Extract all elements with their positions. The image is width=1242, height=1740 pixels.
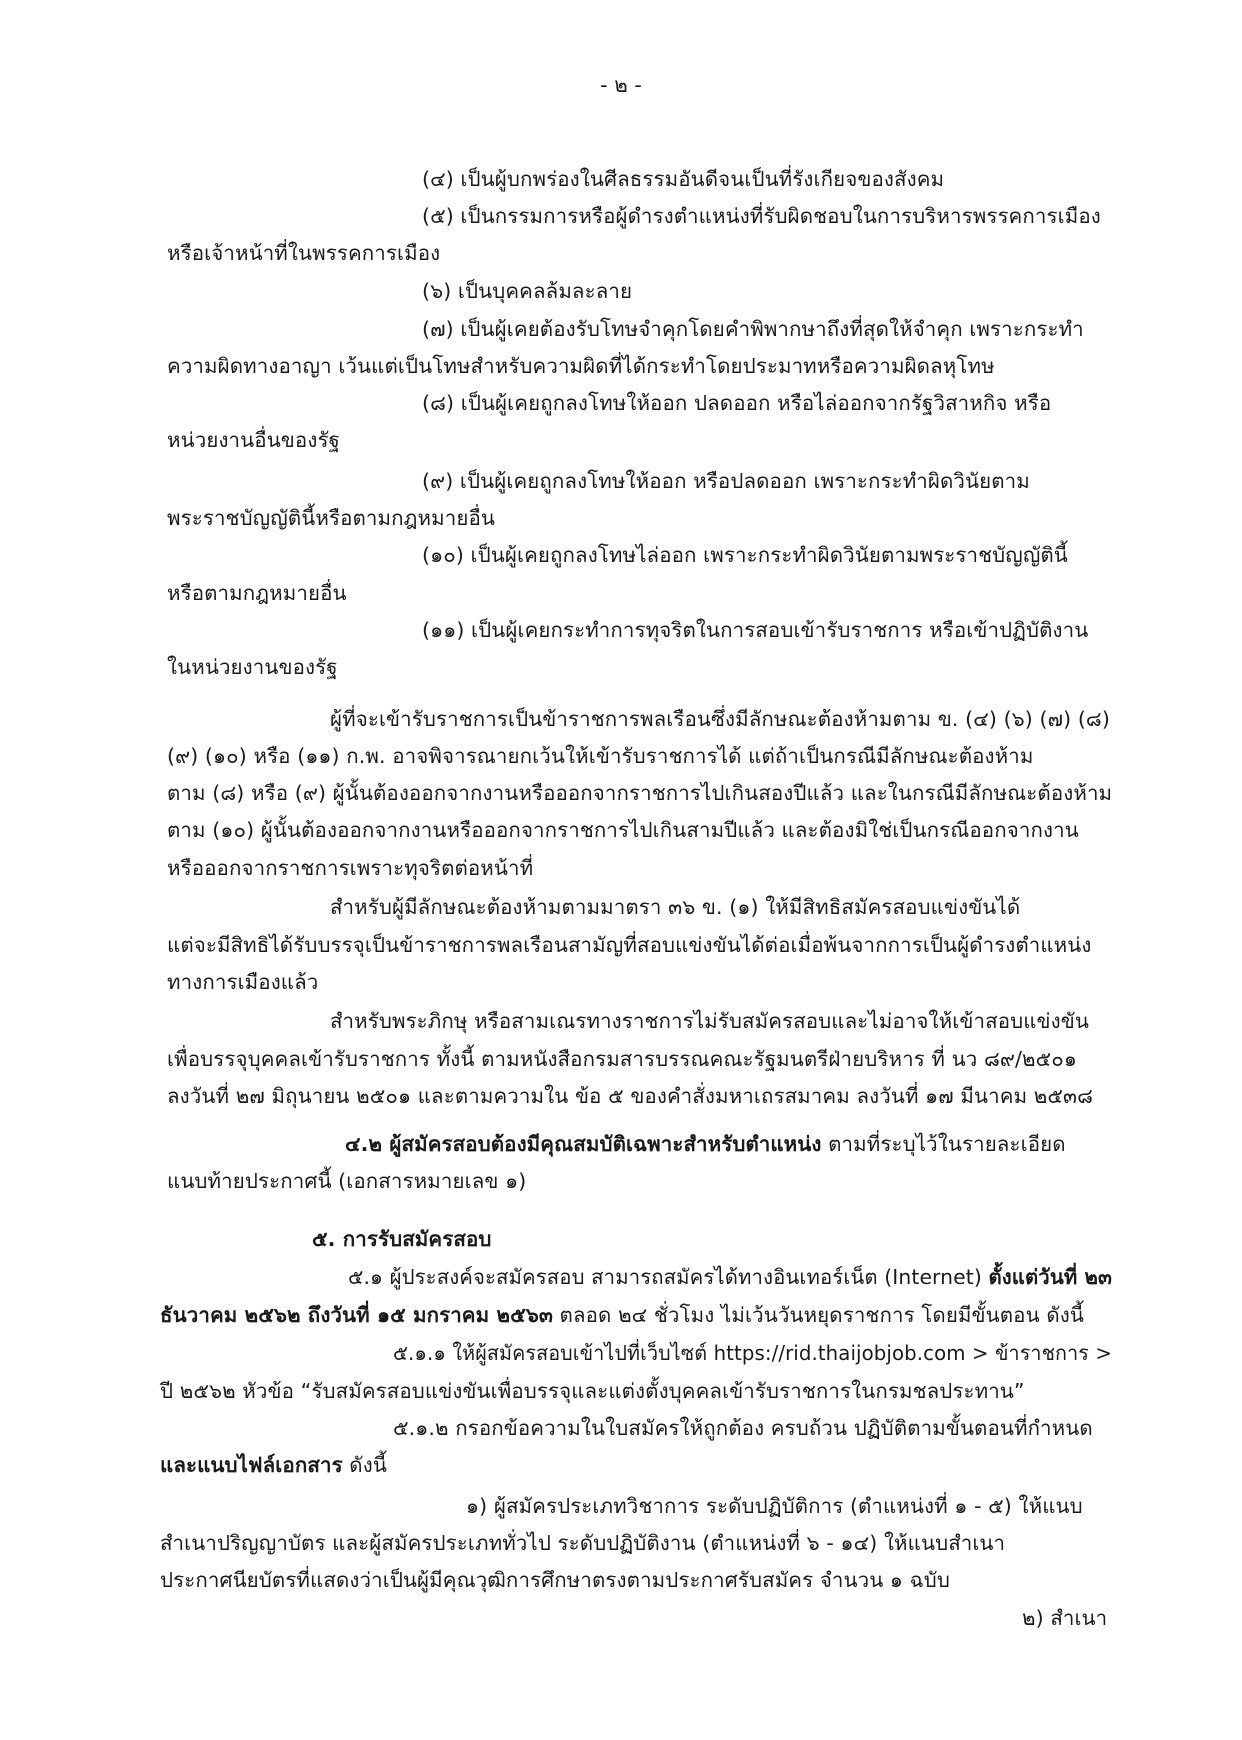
- section-5-1-1-l1: ๕.๑.๑ ให้ผู้สมัครสอบเข้าไปที่เว็บไซต์ https://rid.thaijobjob.com > ข้าราชการ >: [393, 1341, 1112, 1365]
- para-exemption-l3: ตาม (๘) หรือ (๙) ผู้นั้นต้องออกจากงานหรือออกจากราชการไปเกินสองปีแล้ว และในกรณีมีลักษณะต้องห้าม: [167, 781, 1113, 805]
- section-5-1-text: ๕.๑ ผู้ประสงค์จะสมัครสอบ สามารถสมัครได้ทางอินเทอร์เน็ต (Internet): [348, 1265, 989, 1289]
- item-1-l3: ประกาศนียบัตรที่แสดงว่าเป็นผู้มีคุณวุฒิการศึกษาตรงตามประกาศรับสมัคร จำนวน ๑ ฉบับ: [160, 1568, 950, 1592]
- page-number: - ๒ -: [600, 73, 642, 97]
- item-8: (๘) เป็นผู้เคยถูกลงโทษให้ออก ปลดออก หรือไล่ออกจากรัฐวิสาหกิจ หรือ: [422, 391, 1052, 415]
- item-5: (๕) เป็นกรรมการหรือผู้ดำรงตำแหน่งที่รับผิดชอบในการบริหารพรรคการเมือง: [422, 204, 1101, 228]
- para-exemption-l2: (๙) (๑๐) หรือ (๑๑) ก.พ. อาจพิจารณายกเว้นให้เข้ารับราชการได้ แต่ถ้าเป็นกรณีมีลักษณะต้องห้าม: [167, 744, 1034, 768]
- item-7-cont: ความผิดทางอาญา เว้นแต่เป็นโทษสำหรับความผิดที่ได้กระทำโดยประมาทหรือความผิดลหุโทษ: [167, 354, 995, 378]
- section-4-2-bold: ๔.๒ ผู้สมัครสอบต้องมีคุณสมบัติเฉพาะสำหรับตำแหน่ง: [345, 1132, 822, 1156]
- section-4-2-rest: ตามที่ระบุไว้ในรายละเอียด: [821, 1132, 1066, 1156]
- item-1-l2: สำเนาปริญญาบัตร และผู้สมัครประเภททั่วไป ระดับปฏิบัติงาน (ตำแหน่งที่ ๖ - ๑๔) ให้แนบสำเนา: [160, 1531, 1006, 1555]
- section-5-1-2-l2: [160, 1450, 387, 1480]
- para-political-l2: แต่จะมีสิทธิได้รับบรรจุเป็นข้าราชการพลเรือนสามัญที่สอบแข่งขันได้ต่อเมื่อพ้นจากการเป็นผู้ดำรงตำแหน่ง: [167, 933, 1092, 957]
- item-9-cont: พระราชบัญญัตินี้หรือตามกฎหมายอื่น: [167, 506, 495, 530]
- section-5-1-rest: ตลอด ๒๔ ชั่วโมง ไม่เว้นวันหยุดราชการ โดยมีขั้นตอน ดังนี้: [552, 1303, 1084, 1327]
- item-11: (๑๑) เป็นผู้เคยกระทำการทุจริตในการสอบเข้ารับราชการ หรือเข้าปฏิบัติงาน: [422, 618, 1089, 642]
- para-monk-l1: สำหรับพระภิกษุ หรือสามเณรทางราชการไม่รับสมัครสอบและไม่อาจให้เข้าสอบแข่งขัน: [330, 1009, 1089, 1033]
- item-10-cont: หรือตามกฎหมายอื่น: [167, 581, 347, 605]
- item-1-l1: ๑) ผู้สมัครประเภทวิชาการ ระดับปฏิบัติการ (ตำแหน่งที่ ๑ - ๕) ให้แนบ: [466, 1494, 1083, 1518]
- section-4-2-l2: แนบท้ายประกาศนี้ (เอกสารหมายเลข ๑): [167, 1169, 527, 1193]
- item-7: (๗) เป็นผู้เคยต้องรับโทษจำคุกโดยคำพิพากษาถึงที่สุดให้จำคุก เพราะกระทำ: [422, 317, 1084, 341]
- section-5-1-l1: [348, 1262, 1112, 1292]
- para-exemption-l4: ตาม (๑๐) ผู้นั้นต้องออกจากงานหรือออกจากราชการไปเกินสามปีแล้ว และต้องมิใช่เป็นกรณีออกจากงาน: [167, 818, 1079, 842]
- section-5-1-l2: [160, 1300, 1084, 1330]
- para-political-l1: สำหรับผู้มีลักษณะต้องห้ามตามมาตรา ๓๖ ข. (๑) ให้มีสิทธิสมัครสอบแข่งขันได้: [330, 895, 1021, 919]
- para-political-l3: ทางการเมืองแล้ว: [167, 970, 319, 994]
- item-4: (๔) เป็นผู้บกพร่องในศีลธรรมอันดีจนเป็นที่รังเกียจของสังคม: [422, 167, 945, 191]
- para-monk-l2: เพื่อบรรจุบุคคลเข้ารับราชการ ทั้งนี้ ตามหนังสือกรมสารบรรณคณะรัฐมนตรีฝ่ายบริหาร ที่ นว ๘๙/๒๕๐๑: [167, 1047, 1077, 1071]
- section-5-1-2-bold: และแนบไฟล์เอกสาร: [160, 1453, 343, 1477]
- section-5-1-dates: ธันวาคม ๒๕๖๒ ถึงวันที่ ๑๕ มกราคม ๒๕๖๓: [160, 1303, 553, 1327]
- continuation-marker: ๒) สำเนา: [1022, 1606, 1108, 1630]
- item-11-cont: ในหน่วยงานของรัฐ: [167, 655, 338, 679]
- item-10: (๑๐) เป็นผู้เคยถูกลงโทษไล่ออก เพราะกระทำผิดวินัยตามพระราชบัญญัตินี้: [422, 543, 1068, 567]
- section-5-1-2-rest: ดังนี้: [342, 1453, 387, 1477]
- section-5-1-2-l1: ๕.๑.๒ กรอกข้อความในใบสมัครให้ถูกต้อง ครบถ้วน ปฏิบัติตามขั้นตอนที่กำหนด: [393, 1416, 1093, 1440]
- item-9: (๙) เป็นผู้เคยถูกลงโทษให้ออก หรือปลดออก เพราะกระทำผิดวินัยตาม: [422, 469, 1030, 493]
- para-monk-l3: ลงวันที่ ๒๗ มิถุนายน ๒๕๐๑ และตามความใน ข้อ ๕ ของคำสั่งมหาเถรสมาคม ลงวันที่ ๑๗ มีนาคม ๒๕๓๘: [167, 1084, 1094, 1108]
- section-5-1-1-l2: ปี ๒๕๖๒ หัวข้อ “รับสมัครสอบแข่งขันเพื่อบรรจุและแต่งตั้งบุคคลเข้ารับราชการในกรมชลประทาน”: [160, 1379, 1025, 1403]
- item-5-cont: หรือเจ้าหน้าที่ในพรรคการเมือง: [167, 241, 441, 265]
- para-exemption-l5: หรือออกจากราชการเพราะทุจริตต่อหน้าที่: [167, 856, 534, 880]
- section-5-1-bold: ตั้งแต่วันที่ ๒๓: [988, 1265, 1113, 1289]
- para-exemption-l1: ผู้ที่จะเข้ารับราชการเป็นข้าราชการพลเรือนซึ่งมีลักษณะต้องห้ามตาม ข. (๔) (๖) (๗) (๘): [330, 707, 1110, 731]
- item-8-cont: หน่วยงานอื่นของรัฐ: [167, 428, 340, 452]
- section-5-heading: ๕. การรับสมัครสอบ: [312, 1227, 492, 1251]
- item-6: (๖) เป็นบุคคลล้มละลาย: [422, 279, 633, 303]
- section-4-2-l1: [345, 1129, 1066, 1159]
